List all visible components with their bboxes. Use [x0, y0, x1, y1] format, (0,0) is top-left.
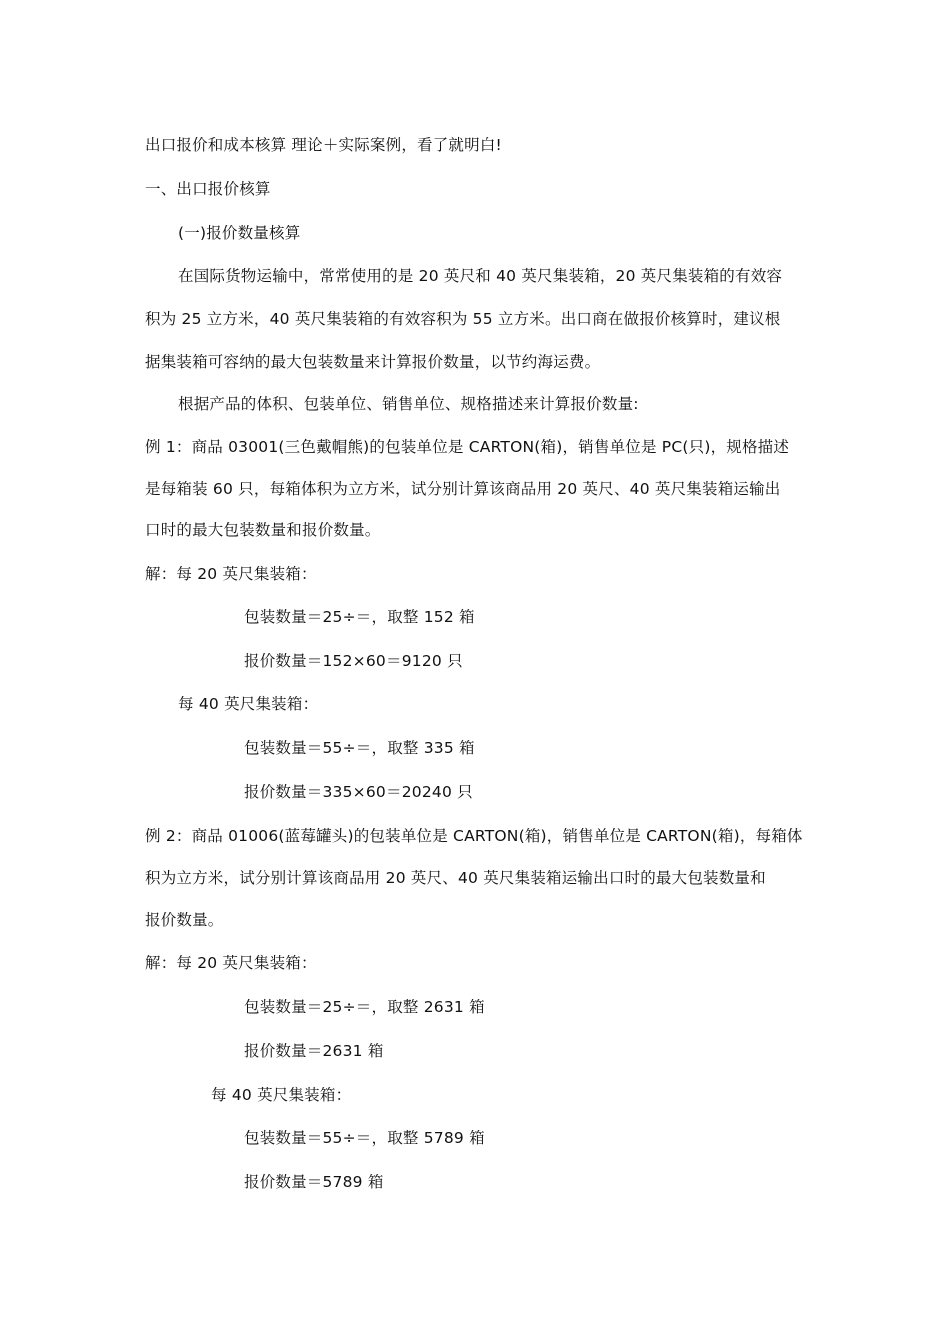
calculation-line: 报价数量＝152×60＝9120 只 [244, 652, 463, 670]
calculation-line: 包装数量＝55÷＝，取整 5789 箱 [244, 1129, 485, 1147]
example-line: 例 1：商品 03001(三色戴帽熊)的包装单位是 CARTON(箱)，销售单位是 PC(只)，规格描述 [145, 438, 790, 456]
solution-line: 解：每 20 英尺集装箱： [145, 954, 317, 972]
paragraph-line: 据集装箱可容纳的最大包装数量来计算报价数量，以节约海运费。 [145, 353, 601, 371]
calculation-line: 报价数量＝2631 箱 [244, 1042, 384, 1060]
calculation-line: 包装数量＝25÷＝，取整 152 箱 [244, 608, 475, 626]
subsection-heading: (一)报价数量核算 [178, 224, 301, 242]
calculation-line: 报价数量＝335×60＝20240 只 [244, 783, 473, 801]
example-line: 积为立方米，试分别计算该商品用 20 英尺、40 英尺集装箱运输出口时的最大包装数量和 [145, 869, 766, 887]
paragraph-line: 积为 25 立方米，40 英尺集装箱的有效容积为 55 立方米。出口商在做报价核算时，建议根 [145, 310, 781, 328]
section-heading: 一、出口报价核算 [145, 180, 271, 198]
example-line: 是每箱装 60 只，每箱体积为立方米，试分别计算该商品用 20 英尺、40 英尺集装箱运输出 [145, 480, 781, 498]
example-line: 口时的最大包装数量和报价数量。 [145, 521, 381, 539]
calculation-line: 包装数量＝55÷＝，取整 335 箱 [244, 739, 475, 757]
example-line: 报价数量。 [145, 911, 224, 929]
document-title: 出口报价和成本核算 理论＋实际案例，看了就明白! [145, 136, 502, 154]
solution-line: 每 40 英尺集装箱： [178, 695, 319, 713]
solution-line: 每 40 英尺集装箱： [211, 1086, 352, 1104]
calculation-line: 包装数量＝25÷＝，取整 2631 箱 [244, 998, 485, 1016]
calculation-line: 报价数量＝5789 箱 [244, 1173, 384, 1191]
paragraph-line: 根据产品的体积、包装单位、销售单位、规格描述来计算报价数量: [178, 395, 639, 413]
example-line: 例 2：商品 01006(蓝莓罐头)的包装单位是 CARTON(箱)，销售单位是 CARTON(箱)，每箱体 [145, 827, 803, 845]
paragraph-line: 在国际货物运输中，常常使用的是 20 英尺和 40 英尺集装箱，20 英尺集装箱的有效容 [178, 267, 783, 285]
solution-line: 解：每 20 英尺集装箱： [145, 565, 317, 583]
